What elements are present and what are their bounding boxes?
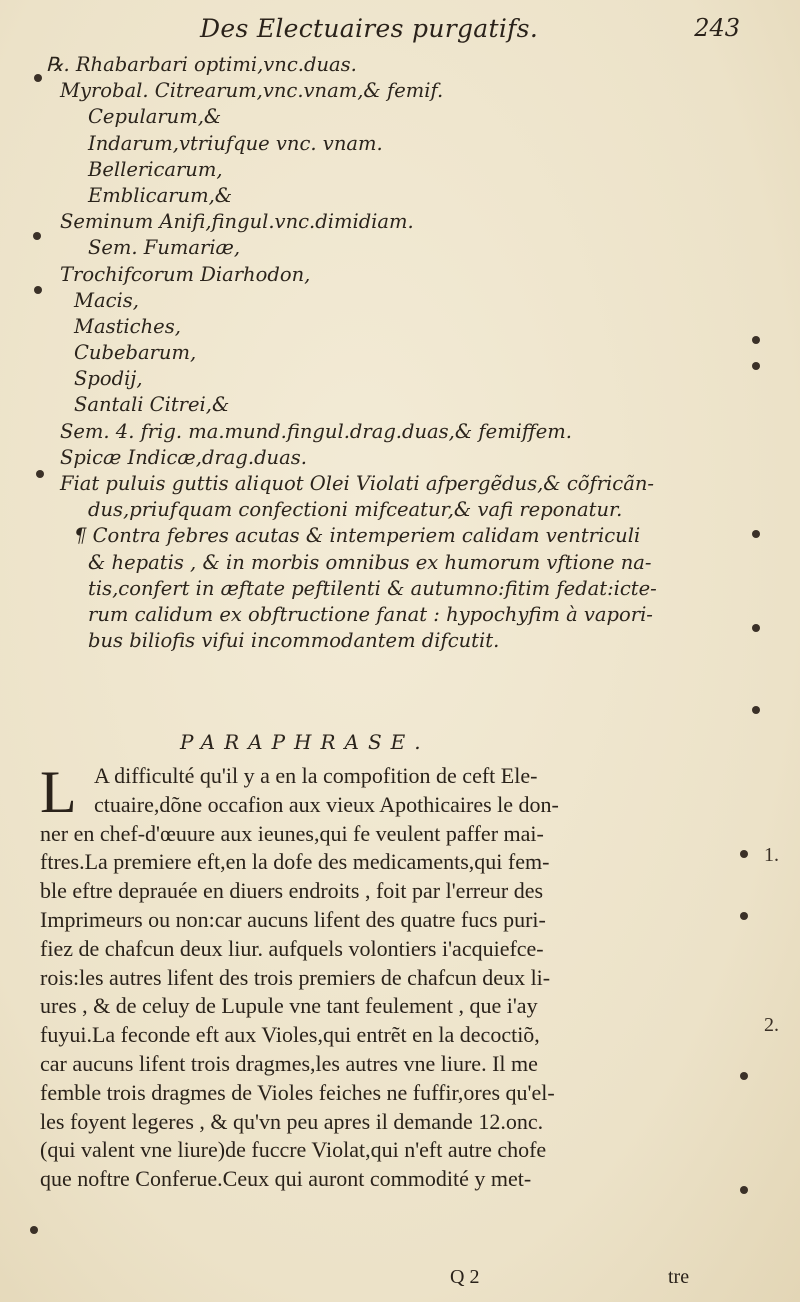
recipe-line: tis,confert in æftate peftilenti & autumno:fitim fedat:icte-	[88, 576, 657, 600]
recipe-line: Sem. Fumariæ,	[88, 236, 241, 260]
ink-blot	[752, 336, 760, 344]
ink-blot	[740, 850, 748, 858]
page-number: 243	[694, 14, 740, 42]
running-title: Des Electuaires purgatifs.	[200, 14, 539, 43]
ink-blot	[740, 912, 748, 920]
ink-blot	[740, 1072, 748, 1080]
recipe-line: & hepatis , & in morbis omnibus ex humorum vftione na-	[88, 550, 652, 574]
section-heading: PARAPHRASE.	[180, 730, 430, 754]
page-header	[200, 14, 740, 50]
recipe-line: dus,priufquam confectioni mifceatur,& vafi reponatur.	[88, 498, 623, 522]
recipe-line: Mastiches,	[74, 314, 181, 338]
ink-blot	[34, 286, 42, 294]
recipe-line: Indarum,vtriufque vnc. vnam.	[88, 131, 383, 155]
recipe-line: Macis,	[74, 288, 139, 312]
body-line: ctuaire,dõne occafion aux vieux Apothicaires le don-	[94, 791, 559, 817]
recipe-line: Trochifcorum Diarhodon,	[60, 262, 311, 286]
body-line: fuyui.La feconde eft aux Violes,qui entrẽt en la decoctiõ,	[40, 1022, 540, 1048]
recipe-line: ¶ Contra febres acutas & intemperiem calidam ventriculi	[74, 524, 641, 548]
catchword: tre	[668, 1266, 690, 1288]
recipe-line: Myrobal. Citrearum,vnc.vnam,& femif.	[60, 79, 444, 103]
recipe-line: Sem. 4. frig. ma.mund.fingul.drag.duas,& femiffem.	[60, 419, 572, 443]
paraphrase-body	[40, 759, 700, 1194]
ink-blot	[34, 74, 42, 82]
ink-blot	[740, 1186, 748, 1194]
recipe-line: Seminum Anifi,fingul.vnc.dimidiam.	[60, 210, 414, 234]
recipe-line: Bellericarum,	[88, 157, 223, 181]
recipe-line: bus biliofis vifui incommodantem difcutit.	[88, 629, 500, 653]
margin-note-2: 2.	[764, 1014, 779, 1036]
body-line: que noftre Conferue.Ceux qui auront commodité y met-	[40, 1166, 532, 1192]
body-line: A difficulté qu'il y a en la compofition de ceft Ele-	[94, 763, 538, 788]
ink-blot	[752, 624, 760, 632]
body-line: femble trois dragmes de Violes feiches ne fuffir,ores qu'el-	[40, 1079, 555, 1105]
body-line: Imprimeurs ou non:car aucuns lifent des quatre fucs puri-	[40, 906, 546, 932]
body-line: car aucuns lifent trois dragmes,les autres vne liure. Il me	[40, 1050, 538, 1076]
recipe-line: rum calidum ex obftructione fanat : hypochyfim à vapori-	[88, 602, 653, 626]
recipe-line: Spodij,	[74, 367, 143, 391]
recipe-line: ℞. Rhabarbari optimi,vnc.duas.	[46, 53, 357, 76]
margin-note-1: 1.	[764, 844, 779, 866]
recipe-line: Spicæ Indicæ,drag.duas.	[60, 445, 307, 469]
ink-blot	[36, 470, 44, 478]
drop-cap: L	[40, 759, 77, 825]
body-line: ures , & de celuy de Lupule vne tant feulement , que i'ay	[40, 993, 538, 1019]
ink-blot	[752, 530, 760, 538]
body-line: les foyent legeres , & qu'vn peu apres il demande 12.onc.	[40, 1108, 544, 1134]
ink-blot	[30, 1226, 38, 1234]
recipe-line: Fiat puluis guttis aliquot Olei Violati afpergẽdus,& cõfricãn-	[60, 472, 654, 495]
recipe-block	[46, 52, 726, 654]
body-line: rois:les autres lifent des trois premiers de chafcun deux li-	[40, 964, 551, 990]
recipe-line: Cubebarum,	[74, 341, 197, 365]
recipe-line: Emblicarum,&	[88, 183, 233, 207]
signature-mark: Q 2	[450, 1266, 480, 1288]
body-line: ble eftre deprauée en diuers endroits , foit par l'erreur des	[40, 878, 544, 904]
body-line: fiez de chafcun deux liur. aufquels volontiers i'acquiefce-	[40, 935, 544, 961]
ink-blot	[752, 706, 760, 714]
recipe-line: Cepularum,&	[88, 105, 222, 129]
body-line: ftres.La premiere eft,en la dofe des medicaments,qui fem-	[40, 849, 550, 875]
ink-blot	[752, 362, 760, 370]
body-line: ner en chef-d'œuure aux ieunes,qui fe veulent paffer mai-	[40, 820, 544, 846]
ink-blot	[33, 232, 41, 240]
body-line: (qui valent vne liure)de fuccre Violat,qui n'eft autre chofe	[40, 1137, 547, 1163]
recipe-line: Santali Citrei,&	[74, 393, 230, 417]
